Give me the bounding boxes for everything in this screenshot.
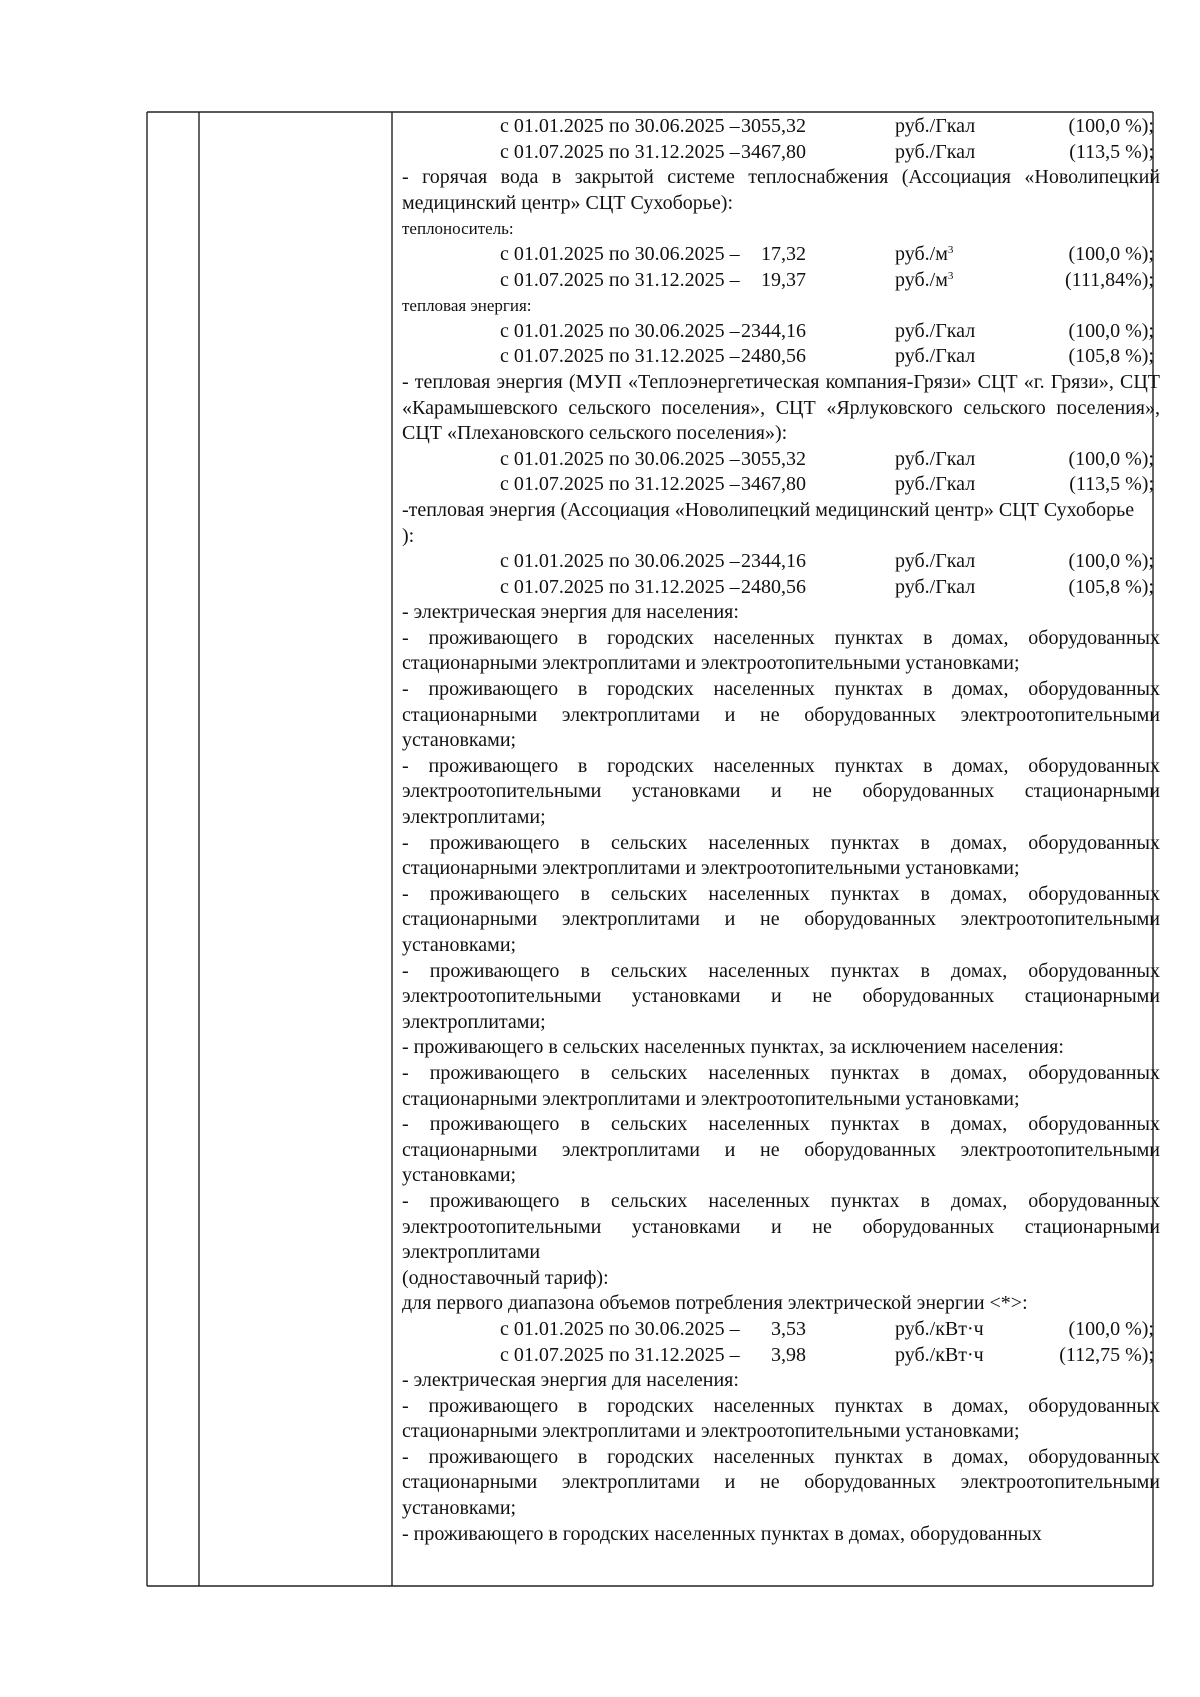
rate-percent: (100,0 %);: [1068, 319, 1154, 342]
rate-period: с 01.07.2025 по 31.12.2025 –: [500, 345, 740, 368]
consumer-category: - проживающего в городских населенных пунктах в домах, оборудованных стационарными электроплитами и электроотопительными установками;: [402, 1394, 1160, 1443]
consumer-category: - проживающего в сельских населенных пунктах в домах, оборудованных стационарными электроплитами и не оборудованных электроотопительными установками;: [402, 882, 1160, 956]
first-range-label: для первого диапазона объемов потребления электрической энергии <*>:: [402, 1292, 1028, 1315]
cubic-superscript: 3: [947, 243, 954, 256]
rate-percent: (105,8 %);: [1068, 575, 1154, 598]
rate-value: 2344,16: [741, 550, 806, 573]
rate-percent: (100,0 %);: [1068, 242, 1154, 265]
heat-carrier-label: теплоноситель:: [402, 219, 514, 239]
rate-value: 3467,80: [741, 140, 806, 163]
consumer-category: - проживающего в городских населенных пунктах в домах, оборудованных стационарными электроплитами и не оборудованных электроотопительными установками;: [402, 1445, 1160, 1520]
rate-value: 3,53: [771, 1317, 806, 1340]
rate-unit: руб./м: [895, 242, 948, 265]
cubic-superscript: 3: [947, 269, 954, 282]
consumer-category: - проживающего в городских населенных пунктах в домах, оборудованных стационарными электроплитами и электроотопительными установками;: [402, 626, 1160, 675]
consumer-category: - проживающего в городских населенных пунктах в домах, оборудованных электроотопительными установками и не оборудованных стационарными электроплитами;: [402, 754, 1160, 829]
rate-percent: (100,0 %);: [1068, 115, 1154, 137]
rate-row: [402, 549, 1160, 575]
rate-value: 2480,56: [741, 575, 806, 598]
consumer-category: - проживающего в городских населенных пунктах в домах, оборудованных стационарными электроплитами и не оборудованных электроотопительными установками;: [402, 678, 1160, 752]
rate-unit: руб./Гкал: [895, 140, 976, 163]
rate-unit: руб./Гкал: [895, 319, 976, 342]
rate-period: с 01.01.2025 по 30.06.2025 –: [500, 115, 740, 137]
electricity-heading: - электрическая энергия для населения:: [402, 601, 739, 624]
rate-period: с 01.01.2025 по 30.06.2025 –: [500, 550, 740, 573]
consumer-category: - проживающего в сельских населенных пунктах в домах, оборудованных электроотопительными установками и не оборудованных стационарными электроплитами;: [402, 959, 1160, 1033]
rate-row: [402, 344, 1160, 370]
consumer-category: - проживающего в сельских населенных пунктах в домах, оборудованных электроотопительными установками и не оборудованных стационарными электроплитами: [402, 1189, 1160, 1264]
rate-unit: руб./Гкал: [895, 447, 976, 470]
rate-percent: (113,5 %);: [1069, 140, 1154, 163]
hot-water-heading: - горячая вода в закрытой системе теплоснабжения (Ассоциация «Новолипецкий медицинский центр» СЦТ Сухоборье):: [402, 166, 1160, 214]
rate-percent: (100,0 %);: [1068, 550, 1154, 573]
rate-period: с 01.07.2025 по 31.12.2025 –: [500, 1343, 740, 1366]
rate-row: [402, 447, 1160, 473]
rate-value: 3055,32: [741, 447, 806, 470]
consumer-category: - проживающего в сельских населенных пунктах в домах, оборудованных стационарными электроплитами и электроотопительными установками;: [402, 1061, 1160, 1110]
tariff-cell: [402, 114, 1160, 1547]
rate-unit: руб./Гкал: [895, 115, 976, 137]
consumer-category: - проживающего в городских населенных пунктах в домах, оборудованных: [402, 1522, 1042, 1545]
rate-period: с 01.07.2025 по 31.12.2025 –: [500, 140, 740, 163]
consumer-category: - проживающего в сельских населенных пунктах в домах, оборудованных стационарными электроплитами и не оборудованных электроотопительными установками;: [402, 1113, 1160, 1187]
rate-value: 3,98: [771, 1343, 806, 1366]
rate-percent: (112,75 %);: [1059, 1343, 1154, 1366]
rate-period: с 01.07.2025 по 31.12.2025 –: [500, 575, 740, 598]
rate-percent: (111,84%);: [1064, 268, 1154, 291]
rate-value: 2344,16: [741, 319, 806, 342]
rate-value: 3055,32: [741, 115, 806, 137]
rate-period: с 01.01.2025 по 30.06.2025 –: [500, 447, 740, 470]
rate-period: с 01.01.2025 по 30.06.2025 –: [500, 319, 740, 342]
rate-percent: (113,5 %);: [1069, 473, 1154, 496]
rate-percent: (100,0 %);: [1068, 1317, 1154, 1340]
rate-row: [402, 319, 1160, 345]
rate-value: 3467,80: [741, 473, 806, 496]
rate-unit: руб./Гкал: [895, 550, 976, 573]
rate-row: [402, 114, 1160, 140]
heat-energy-label: тепловая энергия:: [402, 296, 532, 316]
rate-row: [402, 268, 1160, 294]
consumer-category: - проживающего в сельских населенных пунктах в домах, оборудованных стационарными электроплитами и электроотопительными установками;: [402, 831, 1160, 880]
rate-unit: руб./кВт·ч: [895, 1343, 984, 1366]
rate-percent: (105,8 %);: [1068, 345, 1154, 368]
rate-percent: (100,0 %);: [1068, 447, 1154, 470]
rate-unit: руб./кВт·ч: [895, 1317, 984, 1340]
rate-row: [402, 1343, 1160, 1369]
rate-period: с 01.07.2025 по 31.12.2025 –: [500, 268, 740, 291]
rate-row: [402, 140, 1160, 166]
rate-value: 19,37: [761, 268, 806, 291]
rate-row: [402, 472, 1160, 498]
association-heading: -тепловая энергия (Ассоциация «Новолипецкий медицинский центр» СЦТ Сухоборье ):: [402, 498, 1135, 547]
rate-unit: руб./Гкал: [895, 345, 976, 368]
rate-row: [402, 242, 1160, 268]
rate-unit: руб./Гкал: [895, 473, 976, 496]
rate-unit: руб./м: [895, 268, 948, 291]
rate-period: с 01.07.2025 по 31.12.2025 –: [500, 473, 740, 496]
one-rate-tariff-label: (одноставочный тариф):: [402, 1266, 609, 1289]
rate-value: 2480,56: [741, 345, 806, 368]
rate-period: с 01.01.2025 по 30.06.2025 –: [500, 1317, 740, 1340]
consumer-category: - проживающего в сельских населенных пунктах, за исключением населения:: [402, 1036, 1064, 1059]
rate-row: [402, 1317, 1160, 1343]
electricity-heading: - электрическая энергия для населения:: [402, 1369, 739, 1392]
rate-period: с 01.01.2025 по 30.06.2025 –: [500, 242, 740, 265]
rate-unit: руб./Гкал: [895, 575, 976, 598]
rate-value: 17,32: [761, 242, 806, 265]
mup-heading: - тепловая энергия (МУП «Теплоэнергетическая компания-Грязи» СЦТ «г. Грязи», СЦТ «Карамышевского сельского поселения», СЦТ «Ярлуковского сельского поселения», СЦТ «Плехановского сельского поселения»):: [402, 370, 1160, 445]
rate-row: [402, 575, 1160, 601]
